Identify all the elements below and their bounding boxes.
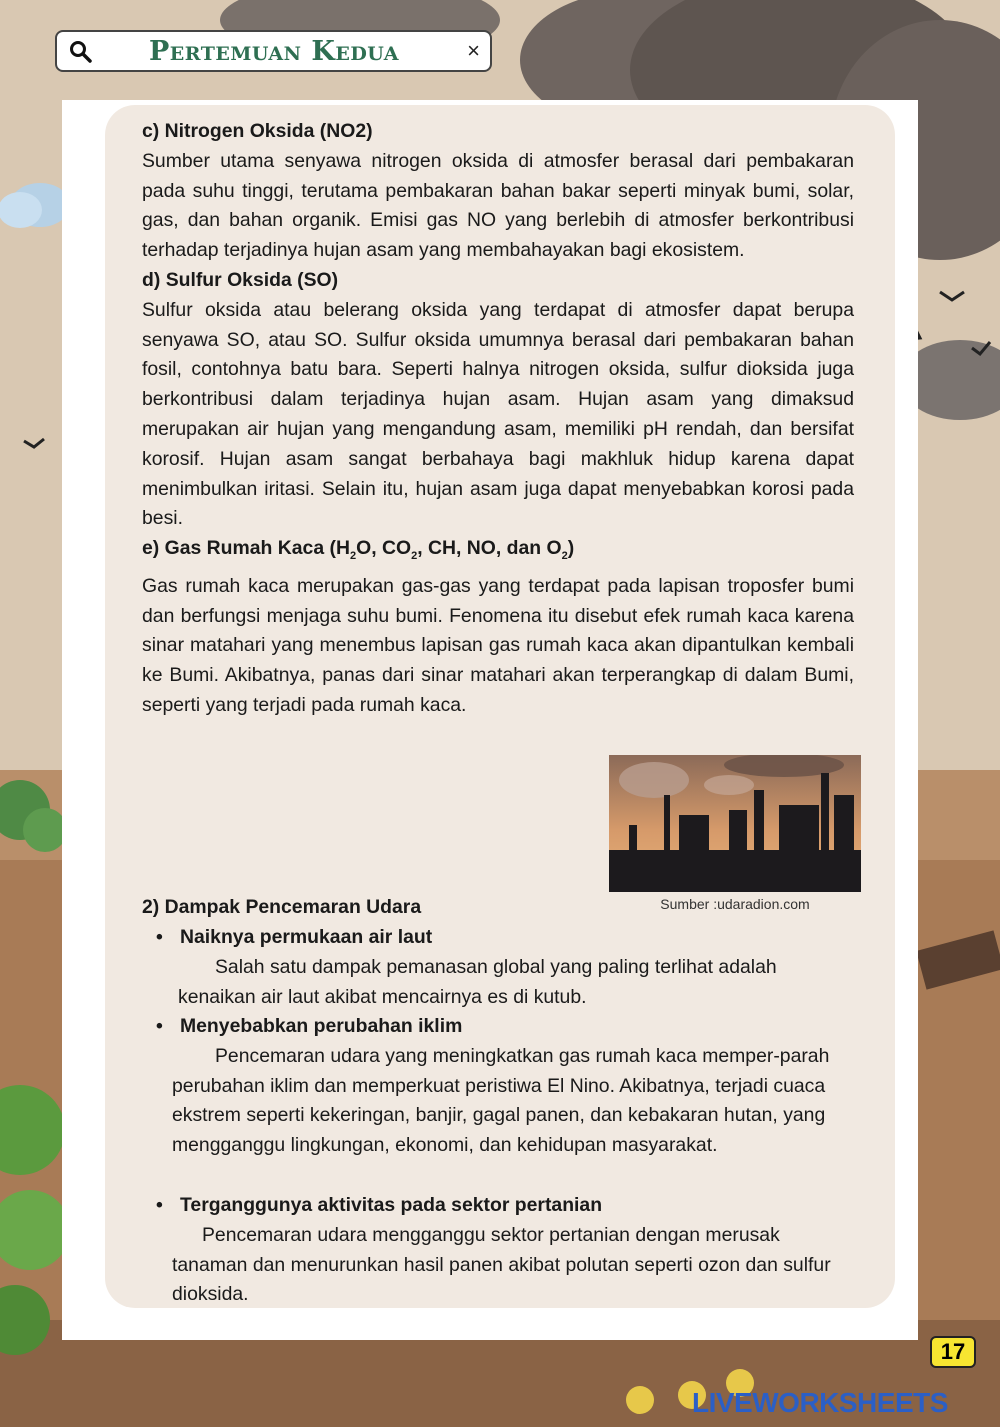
search-icon[interactable]: [69, 40, 93, 64]
so-paragraph: Sulfur oksida atau belerang oksida yang terdapat di atmosfer dapat berupa senyawa SO, atau SO. Sulfur oksida umumnya berasal dari pembakaran bahan fosil, contohnya batu bara. Seperti halnya nitrogen oksida, sulfur dioksida juga berkontribusi dalam terjadinya hujan asam. Hujan asam yang dimaksud merupakan air hujan yang mengandung asam, memiliki pH rendah, dan bersifat korosif. Hujan asam sangat berbahaya bagi makhluk hidup karena dapat menimbulkan iritasi. Selain itu, hujan asam juga dapat menyebabkan korosi pada besi.: [142, 298, 854, 530]
impact-bullet-3: • Terganggunya aktivitas pada sektor pertanian: [156, 1194, 603, 1216]
impact-text-1: Salah satu dampak pemanasan global yang paling terlihat adalah kenaikan air laut akibat mencairnya es di kutub.: [178, 955, 777, 1008]
impact-item-1: [142, 923, 858, 1012]
impact-item-3: [142, 1191, 858, 1310]
close-icon[interactable]: ×: [467, 38, 480, 63]
impacts-title-wrap: [142, 893, 602, 923]
impact-bullet-1: • Naiknya permukaan air laut: [156, 926, 433, 948]
grk-heading: e) Gas Rumah Kaca ($H_2O$, $CO_2$, CH, NO, dan $O_2$): [142, 537, 575, 563]
title-search-bar[interactable]: [55, 30, 492, 72]
impact-bullet-2: • Menyebabkan perubahan iklim: [156, 1015, 463, 1037]
page-title: Pertemuan Kedua: [149, 36, 400, 67]
main-text: [142, 117, 854, 721]
impact-text-3: Pencemaran udara mengganggu sektor pertanian dengan merusak tanaman dan menurunkan hasil panen akibat polutan seperti ozon dan sulfur dioksida.: [172, 1223, 831, 1306]
factory-photo: [609, 755, 861, 892]
so-heading: d) Sulfur Oksida (SO): [142, 268, 339, 291]
photo-caption: Sumber :udaradion.com: [660, 896, 810, 912]
impacts-title: 2) Dampak Pencemaran Udara: [142, 896, 422, 918]
grk-paragraph: Gas rumah kaca merupakan gas-gas yang terdapat pada lapisan troposfer bumi dan berfungsi menjaga suhu bumi. Fenomena itu disebut efek rumah kaca karena sinar matahari yang menembus lapisan gas rumah kaca akan dipantulkan kembali ke Bumi. Akibatnya, panas dari sinar matahari akan terperangkap di dalam Bumi, seperti yang terjadi pada rumah kaca.: [142, 574, 854, 717]
impact-item-2: [142, 1012, 858, 1161]
impact-text-2: Pencemaran udara yang meningkatkan gas rumah kaca memper-parah perubahan iklim dan memperkuat peristiwa El Nino. Akibatnya, terjadi cuaca ekstrem seperti kekeringan, banjir, gagal panen, dan kebakaran hutan, yang mengganggu lingkungan, ekonomi, dan kehidupan masyarakat.: [172, 1044, 830, 1157]
liveworksheets-logo[interactable]: LIVEWORKSHEETS: [692, 1387, 948, 1418]
no2-paragraph: Sumber utama senyawa nitrogen oksida di atmosfer berasal dari pembakaran pada suhu tinggi, terutama pembakaran bahan bakar seperti minyak bumi, solar, gas, dan bahan organik. Emisi gas NO yang berlebih di atmosfer berkontribusi terhadap terjadinya hujan asam yang membahayakan bagi ekosistem.: [142, 149, 854, 262]
no2-heading: c) Nitrogen Oksida (NO2): [142, 120, 373, 142]
page-number-badge: 17: [930, 1336, 976, 1368]
